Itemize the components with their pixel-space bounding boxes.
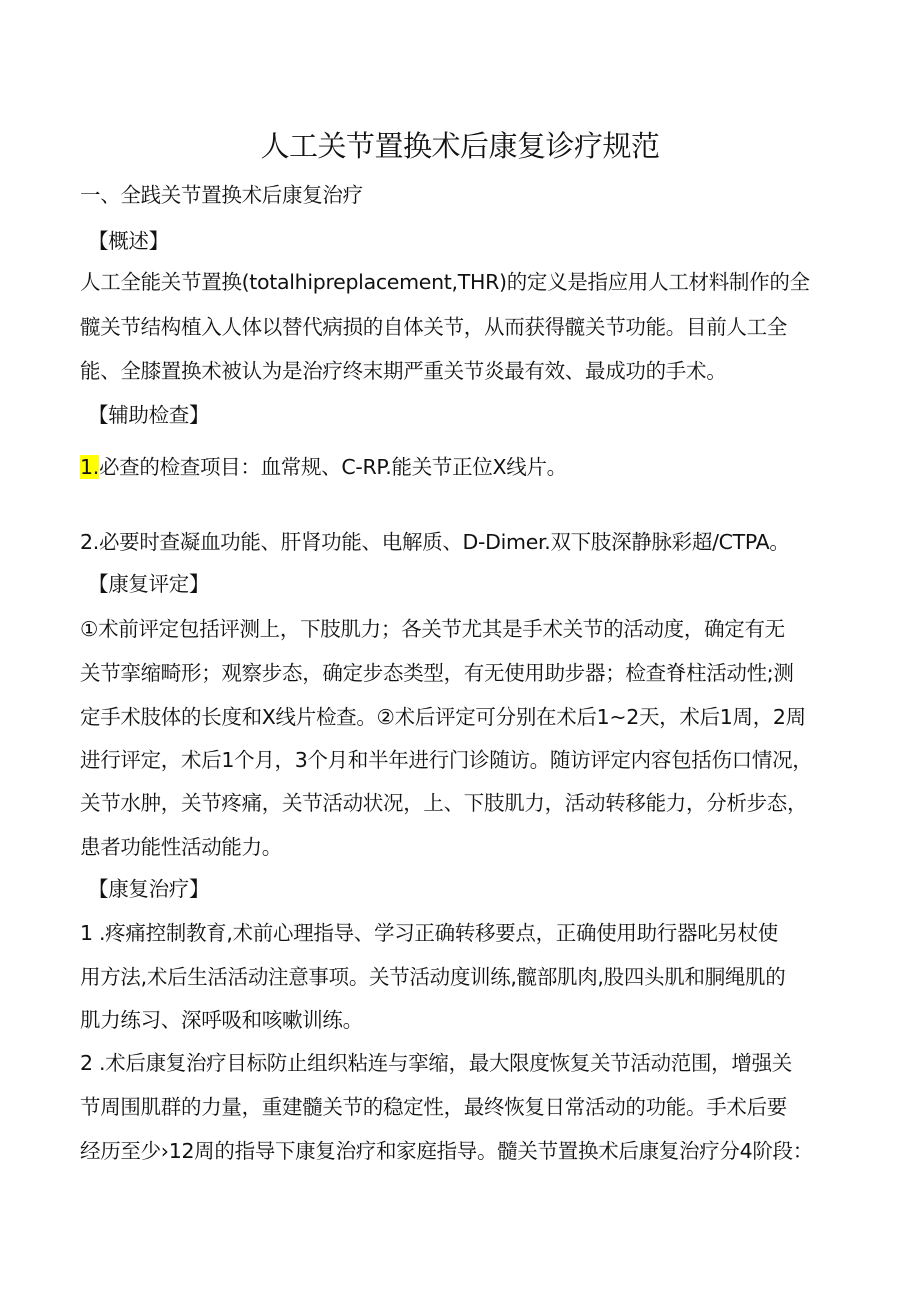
treatment-line: 2 .术后康复治疗目标防止组织粘连与挛缩，最大限度恢复关节活动范围，增强关 [80,1051,792,1075]
assessment-line: 关节水肿，关节疼痛，关节活动状况，上、下肢肌力，活动转移能力，分析步态， [80,791,808,815]
assessment-line: 定手术肢体的长度和X线片检查。②术后评定可分别在术后1~2天，术后1周，2周 [80,705,806,729]
treatment-line: 肌力练习、深呼吸和咳嗽训练。 [80,1008,363,1032]
aux-exam-item-2: 2.必要时查凝血功能、肝肾功能、电解质、D-Dimer.双下肢深静脉彩超/CTPA。 [80,530,790,554]
overview-heading: 【概述】 [88,229,169,253]
assessment-line: 关节挛缩畸形；观察步态，确定步态类型，有无使用助步器；检查脊柱活动性;测 [80,661,794,685]
assessment-line: 进行评定，术后1个月，3个月和半年进行门诊随访。随访评定内容包括伤口情况， [80,748,813,772]
treatment-line: 1 .疼痛控制教育,术前心理指导、学习正确转移要点，正确使用助行器叱另杖使 [80,921,778,945]
treatment-heading: 【康复治疗】 [88,877,210,901]
assessment-heading: 【康复评定】 [88,572,210,596]
assessment-line: 患者功能性活动能力。 [80,835,282,859]
assessment-line: ①术前评定包括评测上，下肢肌力；各关节尤其是手术关节的活动度，确定有无 [80,617,785,641]
aux-exam-heading: 【辅助检查】 [88,403,210,427]
treatment-line: 用方法,术后生活活动注意事项。关节活动度训练,髋部肌肉,股四头肌和胴绳肌的 [80,965,786,989]
page-title: 人工关节置换术后康复诊疗规范 [260,129,660,163]
treatment-line: 经历至少›12周的指导下康复治疗和家庭指导。髓关节置换术后康复治疗分4阶段： [80,1139,813,1163]
treatment-line: 节周围肌群的力量，重建髓关节的稳定性，最终恢复日常活动的功能。手术后要 [80,1095,787,1119]
highlight-mark: 1. [80,455,99,479]
section-heading: 一、全践关节置换术后康复治疗 [80,183,363,207]
overview-line: 能、全膝置换术被认为是治疗终末期严重关节炎最有效、最成功的手术。 [80,359,727,383]
aux-exam-item-1-text: 必查的检查项目：血常规、C-RP.能关节正位X线片。 [98,455,567,479]
overview-line: 髋关节结构植入人体以替代病损的自体关节，从而获得髋关节功能。目前人工全 [80,315,787,339]
aux-exam-item-1 [80,452,567,482]
overview-line: 人工全能关节置换(totalhipreplacement,THR)的定义是指应用人工材料制作的全 [80,270,810,294]
